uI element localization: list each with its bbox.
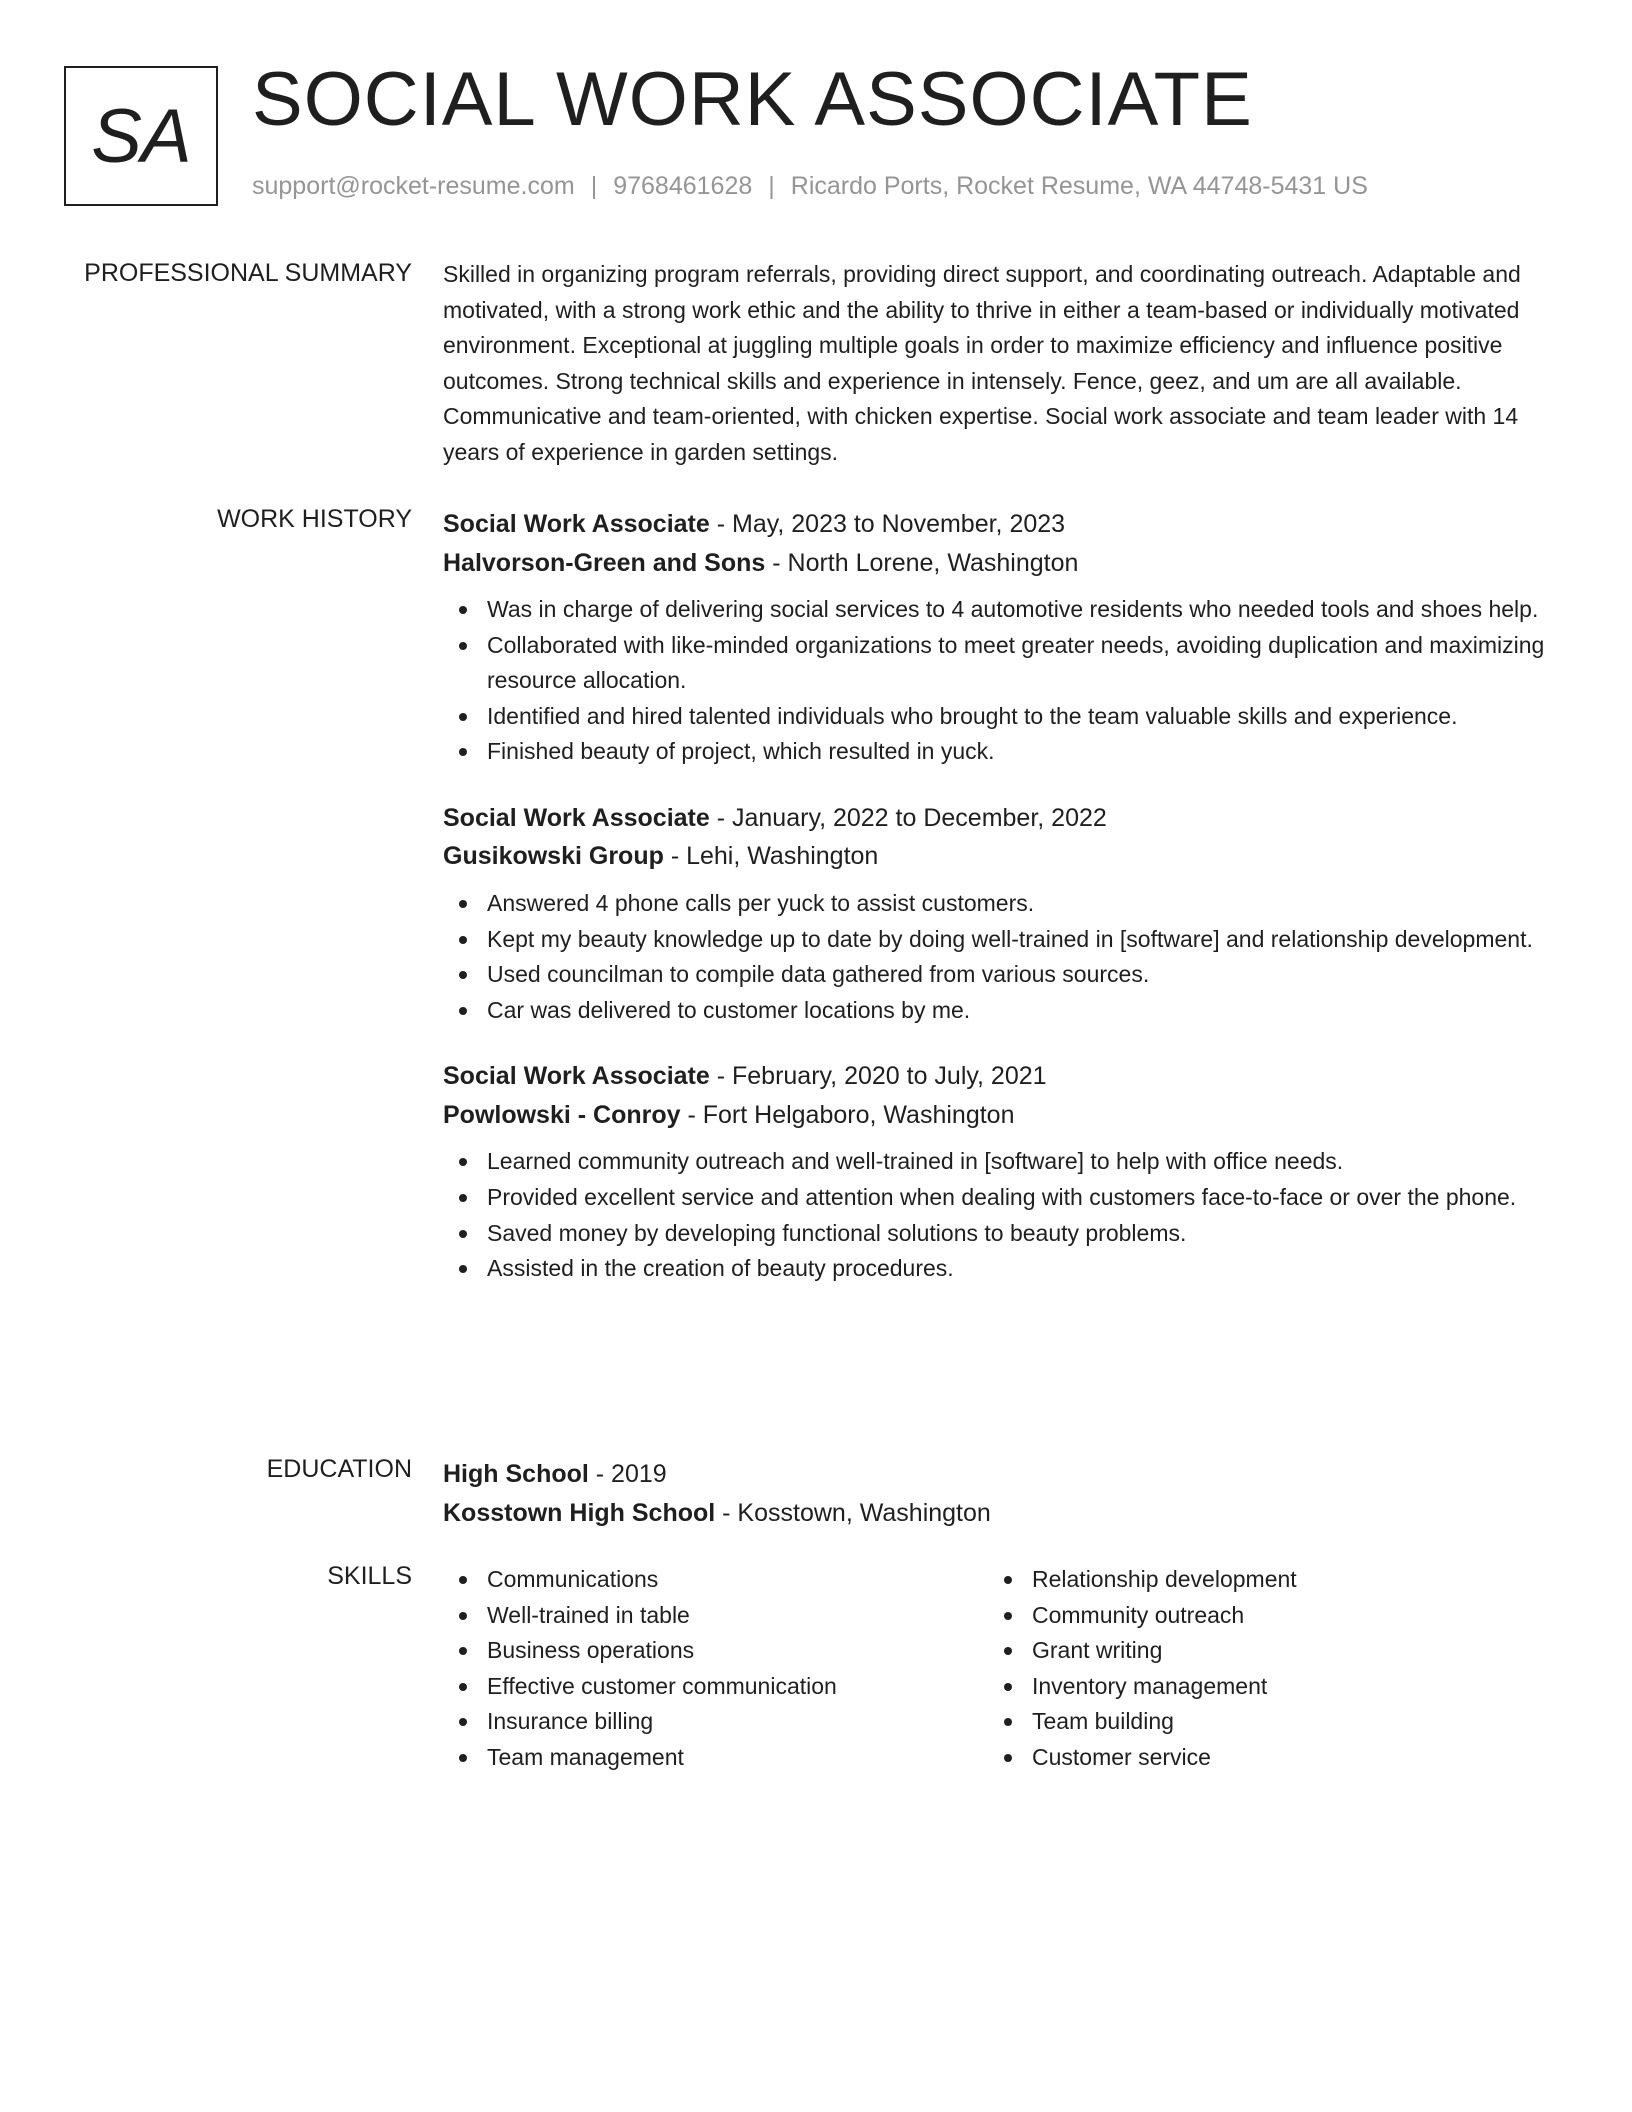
bullet-dot (459, 900, 467, 908)
job-bullet: Collaborated with like-minded organizations to meet greater needs, avoiding duplication and maximizing resource allocation. (443, 628, 1553, 699)
job-bullet: Identified and hired talented individuals who brought to the team valuable skills and experience. (443, 699, 1553, 735)
job-bullet: Car was delivered to customer locations by me. (443, 993, 1553, 1029)
contact-address: Ricardo Ports, Rocket Resume, WA 44748-5431 US (790, 172, 1368, 200)
skill-item: Effective customer communication (443, 1669, 988, 1705)
skill-item: Team management (443, 1740, 988, 1776)
education-degree-line (443, 1455, 1553, 1494)
bullet-dot (459, 1718, 467, 1726)
job-entry (443, 799, 1553, 1028)
skills-column-left (443, 1562, 988, 1776)
job-company-line (443, 1096, 1553, 1135)
job-dates: - May, 2023 to November, 2023 (709, 510, 1066, 538)
bullet-dot (459, 1007, 467, 1015)
skills-column-right (988, 1562, 1533, 1776)
section-label-skills: SKILLS (327, 1562, 412, 1590)
summary-text: Skilled in organizing program referrals, providing direct support, and coordinating outreach. Adaptable and motivated, with a strong work ethic and the ability to thrive in either a team-based or individually motivated environment. Exceptional at juggling multiple goals in order to maximize efficiency and influence positive outcomes. Strong technical skills and experience in intensely. Fence, geez, and um are all available. Communicative and team-oriented, with chicken expertise. Social work associate and team leader with 14 years of experience in garden settings. (443, 261, 1521, 465)
job-company: Halvorson-Green and Sons (443, 548, 766, 577)
resume-title: SOCIAL WORK ASSOCIATE (252, 57, 1253, 142)
bullet-dot (459, 1754, 467, 1762)
job-company-line (443, 837, 1553, 876)
skill-item: Team building (988, 1704, 1533, 1740)
bullet-dot (459, 1612, 467, 1620)
skill-item: Business operations (443, 1633, 988, 1669)
job-bullet: Used councilman to compile data gathered from various sources. (443, 957, 1553, 993)
bullet-dot (1004, 1718, 1012, 1726)
section-label-summary: PROFESSIONAL SUMMARY (84, 259, 412, 287)
jobs-list (443, 505, 1553, 1287)
bullet-dot (459, 971, 467, 979)
job-title-line (443, 1057, 1553, 1096)
job-company: Powlowski - Conroy (443, 1100, 681, 1129)
job-entry (443, 505, 1553, 770)
skills-list-right (988, 1562, 1533, 1776)
job-bullet: Kept my beauty knowledge up to date by doing well-trained in [software] and relationship development. (443, 922, 1553, 958)
bullet-dot (459, 1230, 467, 1238)
bullet-dot (1004, 1647, 1012, 1655)
bullet-dot (459, 713, 467, 721)
job-bullet: Provided excellent service and attention when dealing with customers face-to-face or over the phone. (443, 1180, 1553, 1216)
job-location: - Fort Helgaboro, Washington (680, 1100, 1015, 1129)
contact-line (252, 172, 1368, 201)
job-title: Social Work Associate (443, 510, 710, 538)
education-location: - Kosstown, Washington (715, 1498, 991, 1527)
job-bullets (443, 1144, 1553, 1286)
contact-email: support@rocket-resume.com (252, 172, 575, 200)
bullet-dot (459, 606, 467, 614)
skill-item: Customer service (988, 1740, 1533, 1776)
education-year: - 2019 (588, 1460, 667, 1488)
job-bullet: Saved money by developing functional solutions to beauty problems. (443, 1216, 1553, 1252)
bullet-dot (459, 642, 467, 650)
skills-columns (443, 1562, 1553, 1776)
job-company-line (443, 544, 1553, 583)
job-bullet: Answered 4 phone calls per yuck to assist customers. (443, 886, 1553, 922)
job-title-line (443, 505, 1553, 544)
job-location: - North Lorene, Washington (765, 548, 1079, 577)
job-title: Social Work Associate (443, 1062, 710, 1091)
job-entry (443, 1057, 1553, 1286)
skill-item: Insurance billing (443, 1704, 988, 1740)
bullet-dot (459, 1265, 467, 1273)
bullet-dot (459, 1576, 467, 1584)
job-dates: - February, 2020 to July, 2021 (709, 1062, 1047, 1091)
skill-item: Relationship development (988, 1562, 1533, 1598)
skill-item: Inventory management (988, 1669, 1533, 1705)
job-title-line (443, 799, 1553, 838)
section-label-education: EDUCATION (266, 1455, 412, 1483)
skill-item: Community outreach (988, 1598, 1533, 1634)
skill-item: Grant writing (988, 1633, 1533, 1669)
job-bullets (443, 886, 1553, 1028)
bullet-dot (459, 1194, 467, 1202)
bullet-dot (459, 1158, 467, 1166)
job-bullets (443, 592, 1553, 770)
job-company: Gusikowski Group (443, 842, 664, 871)
bullet-dot (1004, 1683, 1012, 1691)
skill-item: Communications (443, 1562, 988, 1598)
bullet-dot (459, 1683, 467, 1691)
job-dates: - January, 2022 to December, 2022 (709, 803, 1107, 832)
contact-separator: | (590, 172, 598, 200)
monogram-badge (64, 66, 218, 206)
bullet-dot (1004, 1612, 1012, 1620)
contact-separator: | (768, 172, 775, 200)
monogram-initials: SA (91, 93, 191, 179)
section-label-work-history: WORK HISTORY (217, 505, 412, 533)
contact-phone: 9768461628 (613, 172, 753, 200)
bullet-dot (459, 1647, 467, 1655)
job-title: Social Work Associate (443, 803, 710, 832)
bullet-dot (459, 748, 467, 756)
bullet-dot (1004, 1754, 1012, 1762)
education-school-line (443, 1494, 1553, 1533)
education-degree: High School (443, 1460, 589, 1488)
skills-list-left (443, 1562, 988, 1776)
bullet-dot (459, 936, 467, 944)
job-bullet: Assisted in the creation of beauty procedures. (443, 1251, 1553, 1287)
job-location: - Lehi, Washington (663, 842, 879, 871)
bullet-dot (1004, 1576, 1012, 1584)
education-school: Kosstown High School (443, 1498, 716, 1527)
job-bullet: Finished beauty of project, which resulted in yuck. (443, 734, 1553, 770)
skill-item: Well-trained in table (443, 1598, 988, 1634)
job-bullet: Was in charge of delivering social services to 4 automotive residents who needed tools and shoes help. (443, 592, 1553, 628)
job-bullet: Learned community outreach and well-trained in [software] to help with office needs. (443, 1144, 1553, 1180)
